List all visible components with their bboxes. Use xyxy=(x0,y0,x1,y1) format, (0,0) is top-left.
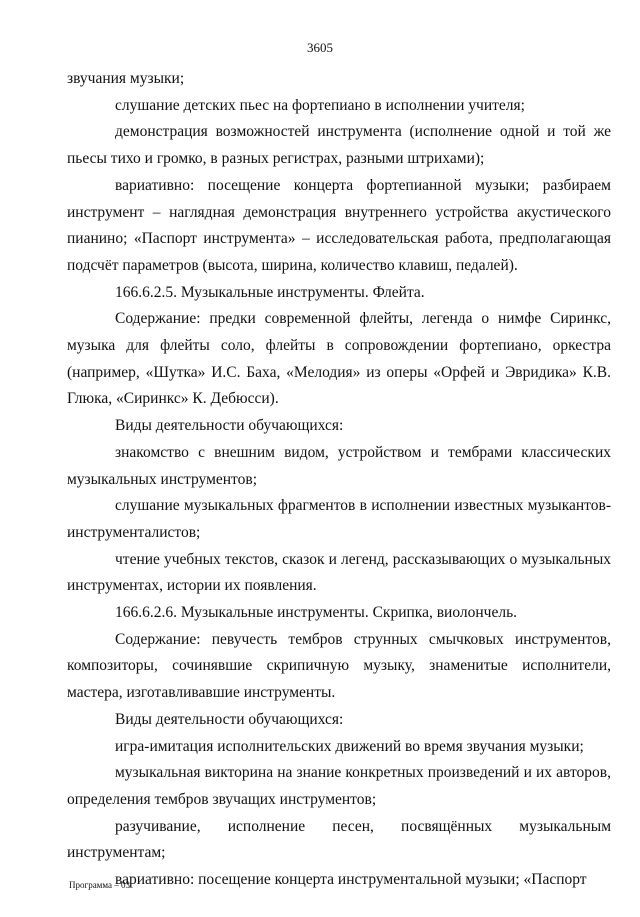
paragraph: музыкальная викторина на знание конкретных произведений и их авторов, определения тембров звучащих инструментов; xyxy=(67,764,611,808)
paragraph: демонстрация возможностей инструмента (исполнение одной и той же пьесы тихо и громко, в разных регистрах, разными штрихами); xyxy=(67,123,611,168)
paragraph: игра-имитация исполнительских движений во время звучания музыки; xyxy=(115,737,584,755)
paragraph: Виды деятельности обучающихся: xyxy=(115,417,344,435)
paragraph: слушание детских пьес на фортепиано в исполнении учителя; xyxy=(115,96,525,114)
paragraph: вариативно: посещение концерта инструментальной музыки; «Паспорт xyxy=(115,871,587,889)
paragraph: вариативно: посещение концерта фортепианной музыки; разбираем инструмент – наглядная демонстрация внутреннего устройства акустического пианино; «Паспорт инструмента» – исследовательская работа, предполагающая подсчёт параметров (высота, ширина, количество клавиш, педалей). xyxy=(67,176,611,274)
paragraph: знакомство с внешним видом, устройством и тембрами классических музыкальных инструментов; xyxy=(67,443,611,488)
page-number: 3605 xyxy=(307,40,333,55)
paragraph: разучивание, исполнение песен, посвящённых музыкальным инструментам; xyxy=(67,817,611,862)
section-heading: 166.6.2.5. Музыкальные инструменты. Флейта. xyxy=(115,283,425,301)
footer-label: Программа – 03 xyxy=(69,880,131,890)
paragraph: Содержание: певучесть тембров струнных смычковых инструментов, композиторы, сочинявшие скрипичную музыку, знаменитые исполнители, мастера, изготавливавшие инструменты. xyxy=(67,630,611,702)
paragraph: слушание музыкальных фрагментов в исполнении известных музыкантов-инструменталистов; xyxy=(67,497,611,541)
body-text xyxy=(67,66,611,894)
paragraph: Виды деятельности обучающихся: xyxy=(115,710,344,728)
section-heading: 166.6.2.6. Музыкальные инструменты. Скрипка, виолончель. xyxy=(115,604,518,622)
paragraph: Содержание: предки современной флейты, легенда о нимфе Сиринкс, музыка для флейты соло, флейты в сопровождении фортепиано, оркестра (например, «Шутка» И.С. Баха, «Мелодия» из оперы «Орфей и Эвридика» К.В. Глюка, «Сиринкс» К. Дебюсси). xyxy=(67,310,611,408)
paragraph: звучания музыки; xyxy=(67,70,185,87)
paragraph: чтение учебных текстов, сказок и легенд, рассказывающих о музыкальных инструментах, истории их появления. xyxy=(67,550,611,595)
